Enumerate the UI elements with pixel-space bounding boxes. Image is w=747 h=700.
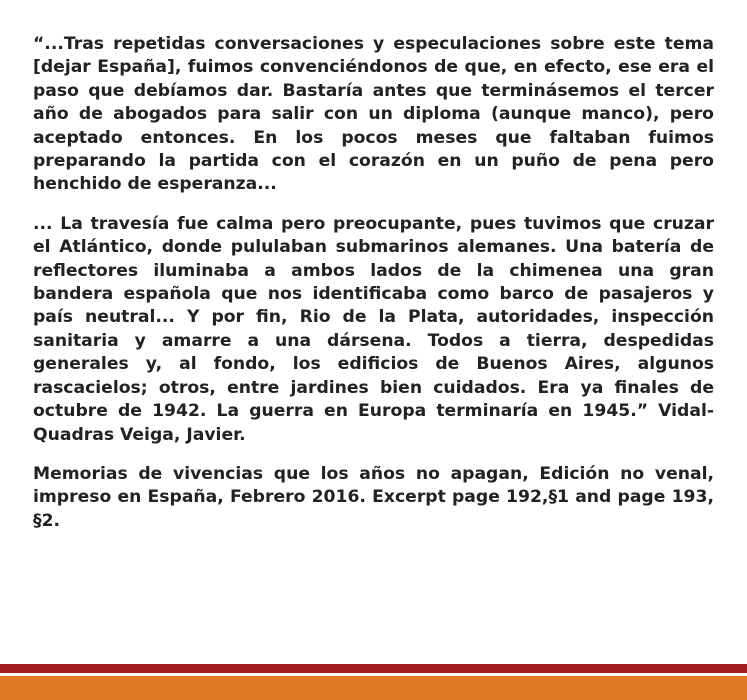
quote-paragraph-1: “...Tras repetidas conversaciones y especulaciones sobre este tema [dejar España], fuimos convenciéndonos de que, en efecto, ese era el paso que debíamos dar. Bastaría antes que terminásemos el tercer año de abogados para salir con un diploma (aunque manco), pero aceptado entonces. En los pocos meses que faltaban fuimos preparando la partida con el corazón en un puño de pena pero henchido de esperanza... (33, 34, 714, 195)
source-citation: Memorias de vivencias que los años no apagan, Edición no venal, impreso en España, Febrero 2016. Excerpt page 192,§1 and page 193, §2. (33, 463, 714, 531)
quote-paragraph-2: ... La travesía fue calma pero preocupante, pues tuvimos que cruzar el Atlántico, donde pululaban submarinos alemanes. Una batería de reflectores iluminaba a ambos lados de la chimenea una gran bandera española que nos identificaba como barco de pasajeros y país neutral... Y por fin, Rio de la Plata, autoridades, inspección sanitaria y amarre a una dársena. Todos a tierra, despedidas generales y, al fondo, los edificios de Buenos Aires, algunos rascacielos; otros, entre jardines bien cuidados. Era ya finales de octubre de 1942. La guerra en Europa terminaría en 1945.” Vidal-Quadras Veiga, Javier. (33, 213, 714, 445)
quote-text-block (33, 33, 714, 533)
footer-stripe-orange (0, 676, 747, 700)
footer-stripe-red (0, 664, 747, 673)
